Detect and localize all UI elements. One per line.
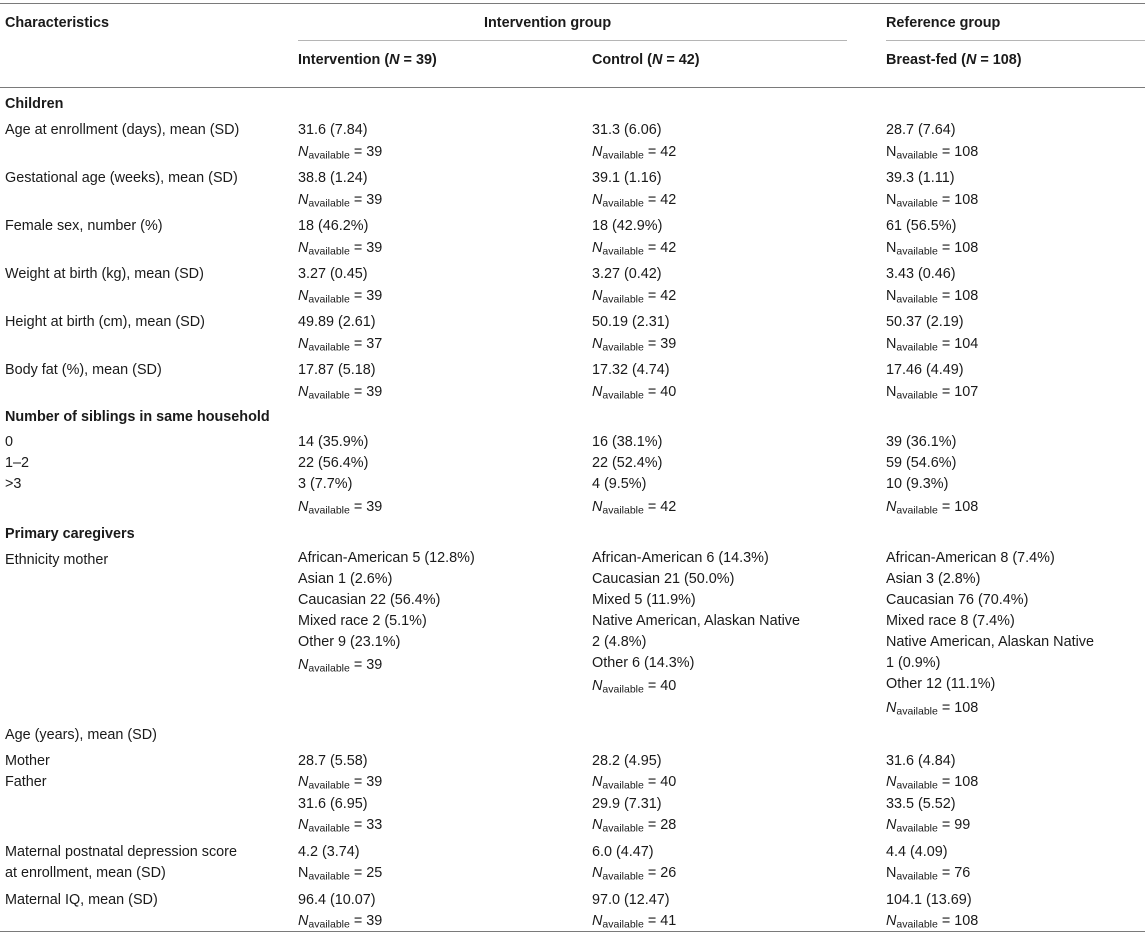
n-subscript: available (896, 197, 938, 210)
intervention-group-header: Intervention group (484, 15, 612, 31)
n-count: = 108 (937, 192, 979, 208)
n-subscript: available (308, 779, 350, 792)
n-count: = 41 (643, 913, 677, 929)
n-subscript: available (308, 504, 350, 517)
cell-value: 31.6 (4.84) (886, 753, 956, 769)
cell-value: 29.9 (7.31) (592, 796, 662, 812)
breastfed-column-header: Breast-fed (N = 108) (886, 52, 1022, 68)
n-subscript: available (308, 389, 350, 402)
n-subscript: available (896, 293, 938, 306)
cell-line: Native American, Alaskan Native (592, 613, 800, 629)
n-count: = 26 (643, 865, 677, 881)
n-subscript: available (602, 504, 644, 517)
n-letter: N (886, 336, 897, 352)
cell-line: 0 (5, 434, 14, 450)
n-available (298, 288, 382, 309)
row-label: Weight at birth (kg), mean (SD) (5, 266, 204, 282)
n-letter: N (298, 913, 309, 929)
n-available (886, 499, 978, 520)
n-available (886, 774, 978, 795)
cell-value: 33.5 (5.52) (886, 796, 956, 812)
cell-line: 59 (54.6%) (886, 455, 957, 471)
cell-line: 39 (36.1%) (886, 434, 957, 450)
n-available (592, 678, 676, 699)
n-available (592, 336, 676, 357)
n-subscript: available (896, 389, 938, 402)
n-letter: N (592, 499, 603, 515)
n-count: = 37 (349, 336, 383, 352)
n-subscript: available (602, 245, 644, 258)
n-count: = 42 (643, 288, 677, 304)
n-subscript: available (308, 293, 350, 306)
cell-value: 4.2 (3.74) (298, 844, 360, 860)
cell-line: Other 12 (11.1%) (886, 676, 996, 692)
n-subscript: available (308, 245, 350, 258)
n-subscript: available (308, 870, 350, 883)
n-count: = 39 (349, 288, 383, 304)
n-available (298, 240, 382, 261)
n-subscript: available (896, 504, 938, 517)
n-count: = 39 (643, 336, 677, 352)
cell-line: 1 (0.9%) (886, 655, 941, 671)
n-available (886, 865, 970, 886)
n-count: = 33 (349, 817, 383, 833)
n-count: = 104 (937, 336, 979, 352)
reference-group-rule (886, 40, 1145, 41)
n-letter: N (298, 336, 309, 352)
n-count: = 39 (349, 499, 383, 515)
n-count: = 39 (349, 240, 383, 256)
cell-value: 31.3 (6.06) (592, 122, 662, 138)
characteristics-header: Characteristics (5, 15, 109, 31)
n-subscript: available (896, 341, 938, 354)
n-available (298, 144, 382, 165)
row-label: Height at birth (cm), mean (SD) (5, 314, 205, 330)
n-letter: N (592, 288, 603, 304)
cell-line: 3 (7.7%) (298, 476, 353, 492)
n-subscript: available (602, 683, 644, 696)
n-letter: N (886, 499, 897, 515)
cell-line: Other 6 (14.3%) (592, 655, 695, 671)
n-letter: N (592, 144, 603, 160)
n-available (298, 384, 382, 405)
n-count: = 108 (937, 913, 979, 929)
n-letter: N (886, 913, 897, 929)
n-subscript: available (602, 293, 644, 306)
n-subscript: available (602, 870, 644, 883)
row-label: Female sex, number (%) (5, 218, 163, 234)
n-count: = 42 (643, 192, 677, 208)
n-available (592, 384, 676, 405)
siblings-control (592, 432, 662, 495)
row-label: Age at enrollment (days), mean (SD) (5, 122, 240, 138)
cell-line: 4 (9.5%) (592, 476, 647, 492)
reference-group-header: Reference group (886, 15, 1001, 31)
n-subscript: available (896, 149, 938, 162)
n-available (886, 817, 970, 838)
table-top-rule (0, 3, 1145, 4)
n-count: = 39 (349, 657, 383, 673)
n-subscript: available (308, 662, 350, 675)
n-available (886, 700, 978, 721)
n-letter: N (592, 192, 603, 208)
cell-line: African-American 8 (7.4%) (886, 550, 1055, 566)
n-letter: N (298, 817, 309, 833)
n-subscript: available (602, 779, 644, 792)
n-available (886, 288, 978, 309)
cell-line: Asian 3 (2.8%) (886, 571, 981, 587)
n-count: = 108 (937, 144, 979, 160)
cell-line: 1–2 (5, 455, 30, 471)
n-letter: N (886, 144, 897, 160)
siblings-labels (5, 432, 29, 495)
n-letter: N (592, 384, 603, 400)
n-letter: N (298, 240, 309, 256)
cell-value: 4.4 (4.09) (886, 844, 948, 860)
row-label: Age (years), mean (SD) (5, 727, 157, 743)
cell-value: 18 (46.2%) (298, 218, 369, 234)
n-subscript: available (308, 822, 350, 835)
cell-value: 96.4 (10.07) (298, 892, 376, 908)
n-available (886, 336, 978, 357)
cell-value: 17.32 (4.74) (592, 362, 670, 378)
header-bottom-rule (0, 87, 1145, 88)
row-label: Maternal IQ, mean (SD) (5, 892, 158, 908)
cell-value: 50.37 (2.19) (886, 314, 964, 330)
intervention-column-header: Intervention (N = 39) (298, 52, 437, 68)
n-count: = 39 (349, 144, 383, 160)
cell-value: 39.1 (1.16) (592, 170, 662, 186)
n-available (886, 144, 978, 165)
cell-value: 6.0 (4.47) (592, 844, 654, 860)
n-count: = 107 (937, 384, 979, 400)
n-letter: N (592, 817, 603, 833)
n-subscript: available (896, 918, 938, 931)
row-label: Body fat (%), mean (SD) (5, 362, 162, 378)
cell-value: 28.2 (4.95) (592, 753, 662, 769)
n-available (886, 913, 978, 934)
cell-line: Other 9 (23.1%) (298, 634, 401, 650)
n-subscript: available (308, 149, 350, 162)
n-subscript: available (602, 918, 644, 931)
siblings-breastfed (886, 432, 956, 495)
section-siblings: Number of siblings in same household (5, 409, 270, 425)
n-available (592, 865, 676, 886)
ethnicity-control (592, 548, 800, 674)
siblings-intervention (298, 432, 368, 495)
cell-line: Native American, Alaskan Native (886, 634, 1094, 650)
n-letter: N (592, 774, 603, 790)
n-subscript: available (896, 705, 938, 718)
n-available (592, 913, 676, 934)
n-letter: N (886, 865, 897, 881)
n-available (298, 192, 382, 213)
n-subscript: available (896, 822, 938, 835)
cell-value: 17.46 (4.49) (886, 362, 964, 378)
n-count: = 42 (643, 144, 677, 160)
cell-line: >3 (5, 476, 22, 492)
n-subscript: available (602, 822, 644, 835)
n-letter: N (886, 384, 897, 400)
n-subscript: available (602, 149, 644, 162)
n-subscript: available (308, 341, 350, 354)
n-count: = 39 (349, 913, 383, 929)
n-subscript: available (602, 341, 644, 354)
cell-line: African-American 5 (12.8%) (298, 550, 475, 566)
n-available (592, 817, 676, 838)
n-available (298, 774, 382, 795)
cell-value: 50.19 (2.31) (592, 314, 670, 330)
n-count: = 39 (349, 192, 383, 208)
cell-value: 17.87 (5.18) (298, 362, 376, 378)
n-available (886, 192, 978, 213)
cell-line: Caucasian 22 (56.4%) (298, 592, 441, 608)
cell-value: 97.0 (12.47) (592, 892, 670, 908)
cell-line: 2 (4.8%) (592, 634, 647, 650)
row-label-mother: Mother (5, 753, 50, 769)
n-count: = 99 (937, 817, 971, 833)
cell-value: 28.7 (7.64) (886, 122, 956, 138)
n-count: = 42 (643, 240, 677, 256)
cell-line: Asian 1 (2.6%) (298, 571, 393, 587)
n-letter: N (886, 288, 897, 304)
n-count: = 40 (643, 384, 677, 400)
n-available (592, 144, 676, 165)
n-available (592, 240, 676, 261)
row-label: Gestational age (weeks), mean (SD) (5, 170, 238, 186)
intervention-group-rule (298, 40, 847, 41)
cell-line: 22 (56.4%) (298, 455, 369, 471)
n-available (298, 865, 382, 886)
n-count: = 108 (937, 288, 979, 304)
ethnicity-intervention (298, 548, 475, 653)
n-count: = 76 (937, 865, 971, 881)
cell-line: Caucasian 21 (50.0%) (592, 571, 735, 587)
n-count: = 28 (643, 817, 677, 833)
n-letter: N (592, 336, 603, 352)
n-count: = 108 (937, 240, 979, 256)
n-letter: N (298, 865, 309, 881)
n-count: = 42 (643, 499, 677, 515)
n-letter: N (298, 657, 309, 673)
cell-line: 22 (52.4%) (592, 455, 663, 471)
n-letter: N (886, 774, 897, 790)
row-label: Maternal postnatal depression score (5, 844, 237, 860)
cell-value: 104.1 (13.69) (886, 892, 972, 908)
n-letter: N (592, 240, 603, 256)
n-count: = 39 (349, 384, 383, 400)
row-label-father: Father (5, 774, 47, 790)
n-letter: N (298, 774, 309, 790)
n-available (298, 336, 382, 357)
cell-line: Mixed 5 (11.9%) (592, 592, 696, 608)
n-letter: N (592, 865, 603, 881)
row-label: Ethnicity mother (5, 552, 109, 568)
n-available (298, 657, 382, 678)
ethnicity-breastfed (886, 548, 1094, 695)
cell-value: 3.27 (0.45) (298, 266, 368, 282)
n-available (592, 774, 676, 795)
n-letter: N (886, 240, 897, 256)
n-subscript: available (896, 870, 938, 883)
n-subscript: available (602, 389, 644, 402)
section-caregivers: Primary caregivers (5, 526, 135, 542)
cell-value: 18 (42.9%) (592, 218, 663, 234)
n-available (592, 288, 676, 309)
cell-value: 49.89 (2.61) (298, 314, 376, 330)
n-count: = 40 (643, 678, 677, 694)
control-column-header: Control (N = 42) (592, 52, 700, 68)
n-subscript: available (896, 779, 938, 792)
n-letter: N (592, 678, 603, 694)
n-count: = 25 (349, 865, 383, 881)
n-subscript: available (896, 245, 938, 258)
cell-value: 3.43 (0.46) (886, 266, 956, 282)
n-count: = 108 (937, 700, 979, 716)
cell-line: 14 (35.9%) (298, 434, 369, 450)
cell-value: 31.6 (6.95) (298, 796, 368, 812)
n-available (592, 192, 676, 213)
row-label: at enrollment, mean (SD) (5, 865, 166, 881)
n-count: = 108 (937, 499, 979, 515)
n-available (298, 913, 382, 934)
cell-line: Mixed race 2 (5.1%) (298, 613, 427, 629)
n-available (886, 240, 978, 261)
n-letter: N (298, 192, 309, 208)
n-count: = 108 (937, 774, 979, 790)
n-count: = 40 (643, 774, 677, 790)
n-letter: N (298, 288, 309, 304)
n-letter: N (886, 192, 897, 208)
cell-value: 39.3 (1.11) (886, 170, 955, 186)
cell-line: African-American 6 (14.3%) (592, 550, 769, 566)
n-letter: N (298, 499, 309, 515)
cell-line: Mixed race 8 (7.4%) (886, 613, 1015, 629)
n-available (592, 499, 676, 520)
n-available (886, 384, 978, 405)
n-letter: N (886, 817, 897, 833)
n-subscript: available (308, 918, 350, 931)
cell-value: 61 (56.5%) (886, 218, 957, 234)
n-letter: N (592, 913, 603, 929)
n-available (298, 499, 382, 520)
n-letter: N (298, 384, 309, 400)
cell-value: 3.27 (0.42) (592, 266, 662, 282)
n-count: = 39 (349, 774, 383, 790)
n-letter: N (886, 700, 897, 716)
n-available (298, 817, 382, 838)
cell-line: 16 (38.1%) (592, 434, 663, 450)
cell-value: 31.6 (7.84) (298, 122, 368, 138)
cell-value: 28.7 (5.58) (298, 753, 368, 769)
cell-line: Caucasian 76 (70.4%) (886, 592, 1029, 608)
n-subscript: available (308, 197, 350, 210)
n-subscript: available (602, 197, 644, 210)
n-letter: N (298, 144, 309, 160)
cell-line: 10 (9.3%) (886, 476, 949, 492)
cell-value: 38.8 (1.24) (298, 170, 368, 186)
section-children: Children (5, 96, 64, 112)
